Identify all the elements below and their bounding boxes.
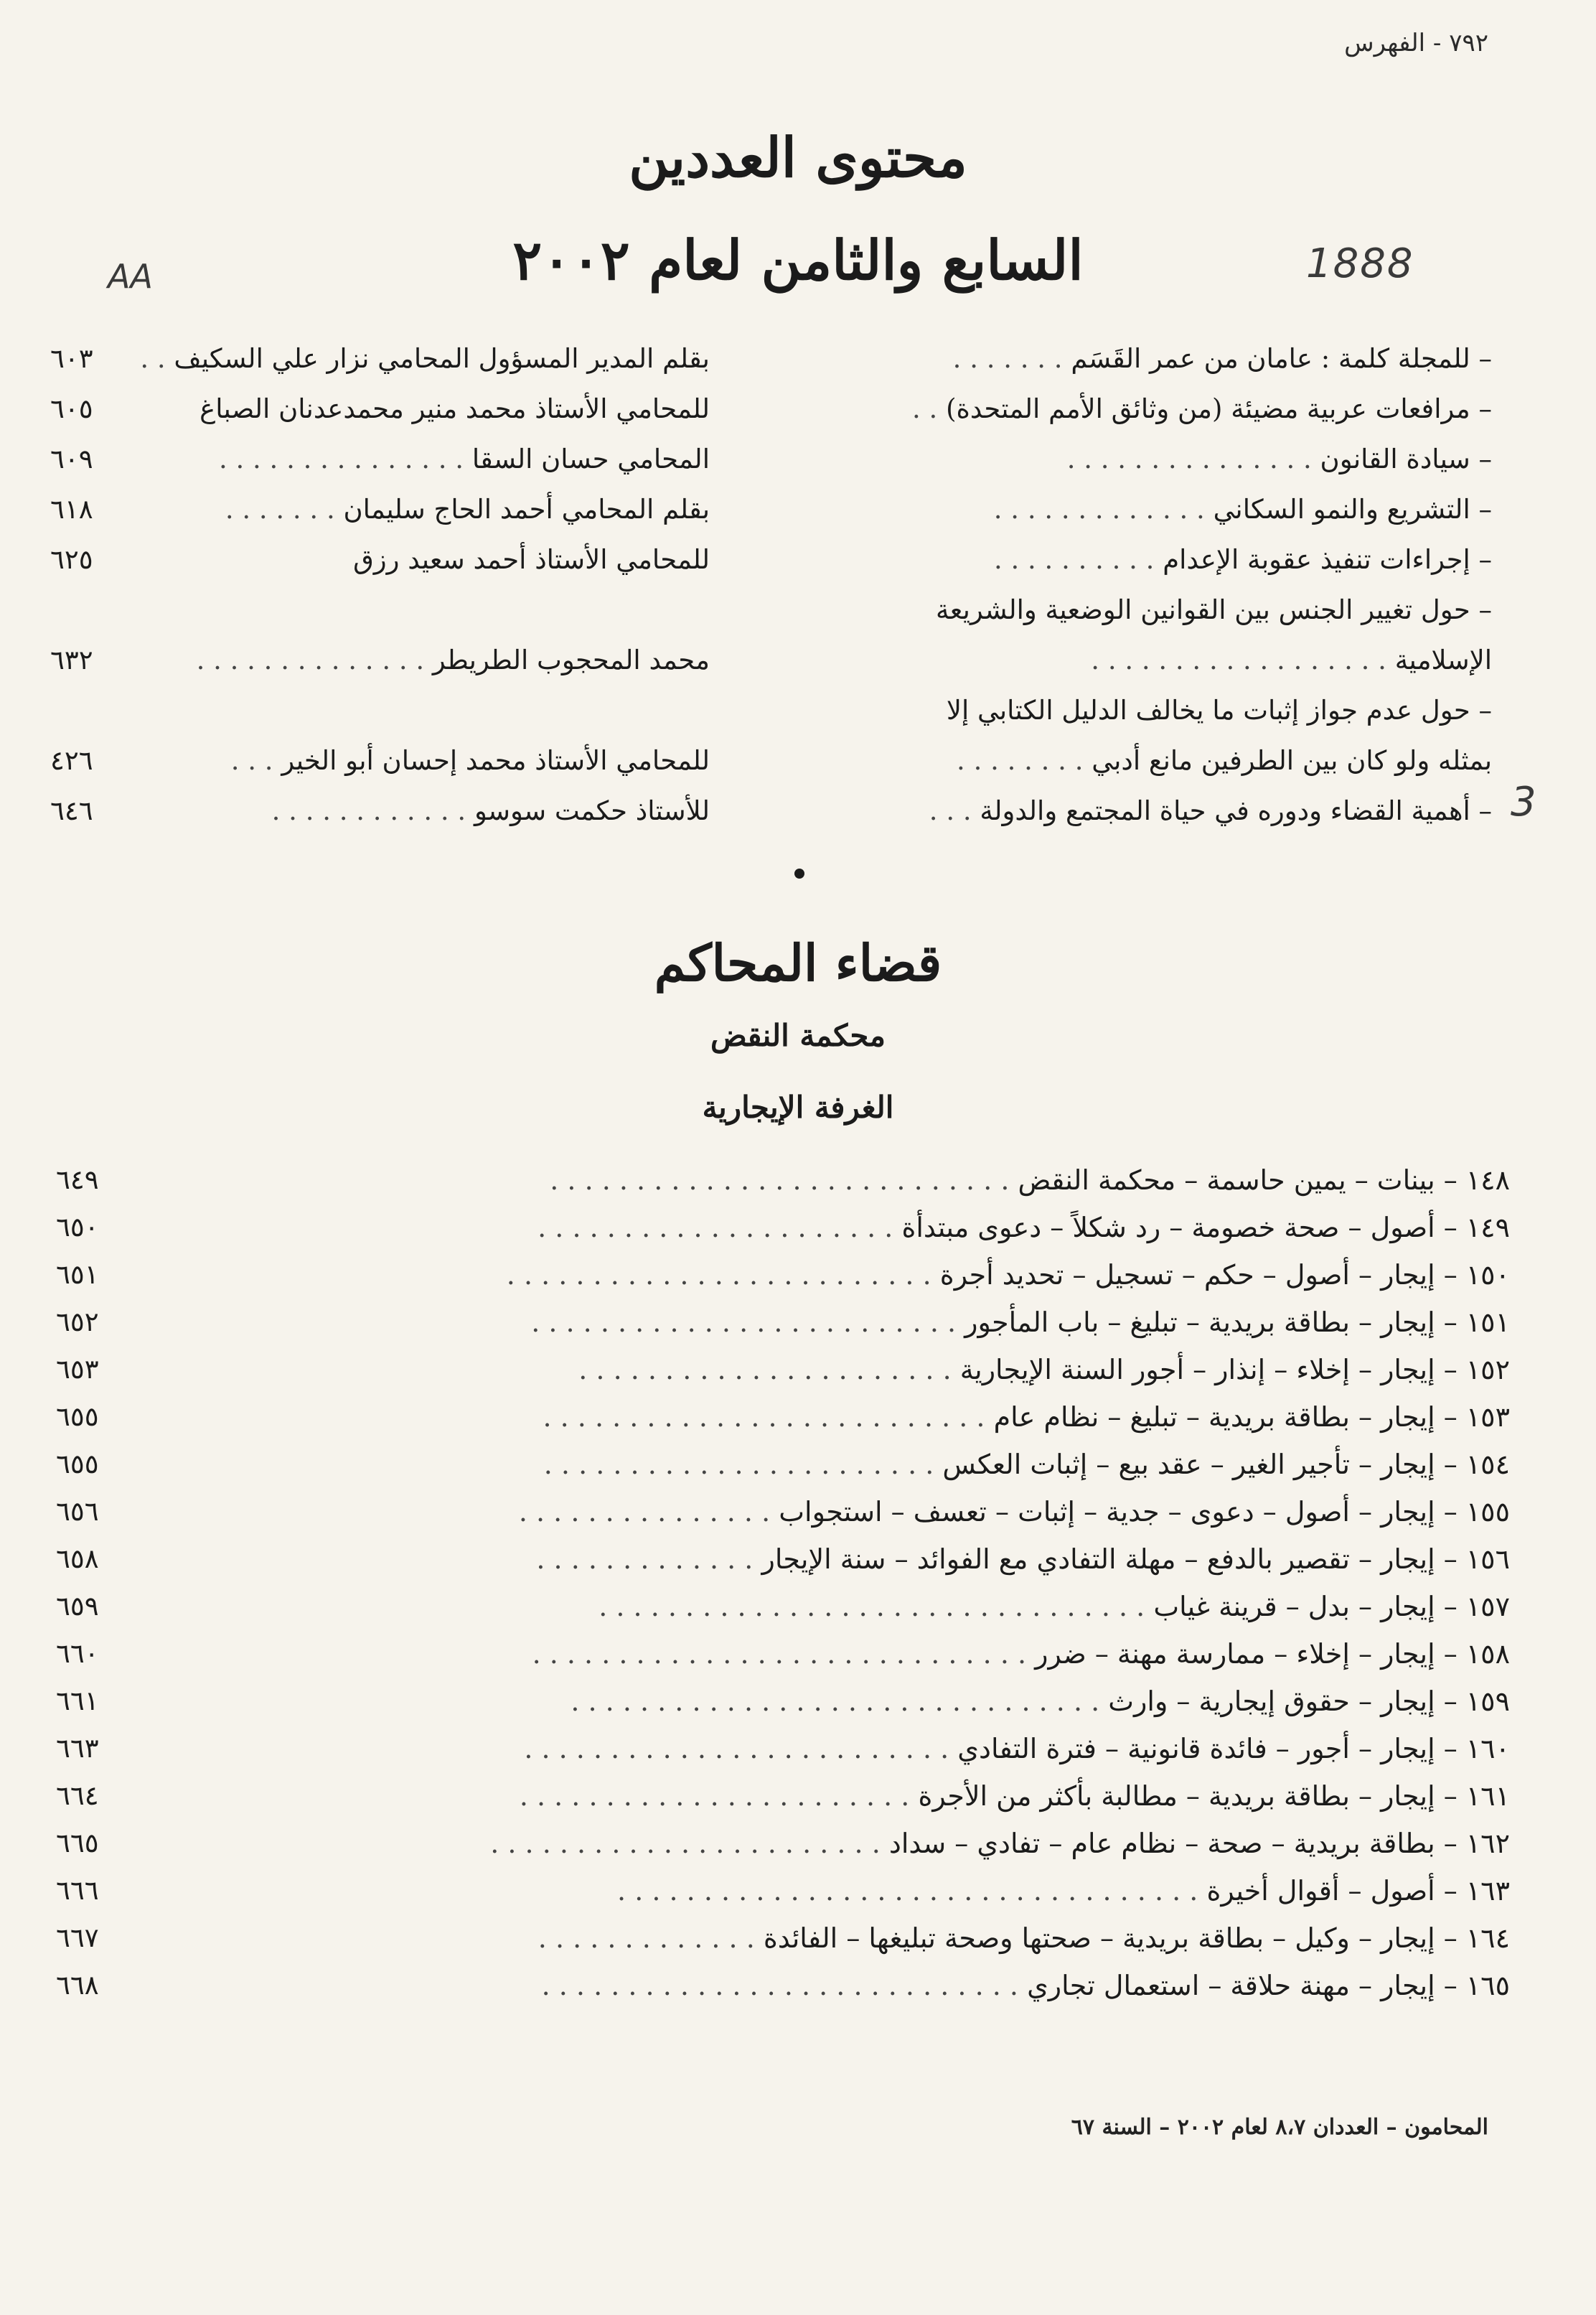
ruling-text: ١٦١– إيجار – بطاقة بريدية – مطالبة بأكثر من الأجرة . . . . . . . . . . . . . . . . . . . . . . . bbox=[519, 1780, 1510, 1812]
ruling-page-number: ٦٤٩ bbox=[56, 1164, 99, 1195]
page-subtitle: السابع والثامن لعام ٢٠٠٢ bbox=[512, 228, 1084, 292]
ruling-entry bbox=[0, 1685, 1596, 1733]
ruling-entry bbox=[0, 1354, 1596, 1401]
ruling-entry bbox=[0, 1164, 1596, 1212]
ruling-entry bbox=[0, 1496, 1596, 1543]
article-page-number: ٦٠٥ bbox=[50, 393, 93, 424]
ruling-page-number: ٦٥٦ bbox=[56, 1496, 99, 1527]
ruling-text: ١٦٢– بطاقة بريدية – صحة – نظام عام – تفادي – سداد . . . . . . . . . . . . . . . . . . . . . . . bbox=[490, 1828, 1510, 1859]
ruling-entry bbox=[0, 1591, 1596, 1638]
article-author: للأستاذ حكمت سوسو . . . . . . . . . . . . bbox=[271, 795, 710, 826]
ruling-entry bbox=[0, 1780, 1596, 1828]
article-title: – التشريع والنمو السكاني . . . . . . . . . . . . . bbox=[993, 494, 1492, 525]
ruling-page-number: ٦٥٣ bbox=[56, 1354, 99, 1385]
ruling-entry bbox=[0, 1543, 1596, 1591]
article-author: بقلم المحامي أحمد الحاج سليمان . . . . . . . bbox=[225, 494, 710, 525]
ruling-page-number: ٦٦١ bbox=[56, 1685, 99, 1716]
article-entry bbox=[0, 594, 1596, 695]
article-page-number: ٦٠٣ bbox=[50, 343, 93, 374]
article-page-number: ٤٢٦ bbox=[50, 745, 93, 776]
ruling-entry bbox=[0, 1828, 1596, 1875]
article-title: – أهمية القضاء ودوره في حياة المجتمع والدولة . . . bbox=[929, 795, 1492, 826]
article-title: – إجراءات تنفيذ عقوبة الإعدام . . . . . . . . . . bbox=[993, 544, 1492, 575]
article-entry bbox=[0, 393, 1596, 444]
ruling-text: ١٦٥– إيجار – مهنة حلاقة – استعمال تجاري . . . . . . . . . . . . . . . . . . . . . . . . . . . . bbox=[541, 1970, 1510, 2001]
ruling-page-number: ٦٥٠ bbox=[56, 1212, 99, 1243]
ruling-page-number: ٦٥٩ bbox=[56, 1591, 99, 1622]
article-author: للمحامي الأستاذ محمد إحسان أبو الخير . . . bbox=[230, 745, 710, 776]
article-page-number: ٦٤٦ bbox=[50, 795, 93, 826]
page-title: محتوى العددين bbox=[629, 126, 967, 190]
ruling-page-number: ٦٦٤ bbox=[56, 1780, 99, 1811]
separator-bullet bbox=[794, 869, 804, 879]
page-footer: المحامون – العددان ٨،٧ لعام ٢٠٠٢ – السنة ٦٧ bbox=[1071, 2115, 1488, 2140]
ruling-text: ١٥٨– إيجار – إخلاء – ممارسة مهنة – ضرر . . . . . . . . . . . . . . . . . . . . . . . . . . . . . bbox=[532, 1638, 1510, 1670]
article-title: – حول تغيير الجنس بين القوانين الوضعية والشريعة bbox=[935, 594, 1492, 625]
ruling-entry bbox=[0, 1638, 1596, 1685]
article-title-continuation: بمثله ولو كان بين الطرفين مانع أدبي . . . . . . . . bbox=[957, 745, 1492, 776]
ruling-page-number: ٦٦٦ bbox=[56, 1875, 99, 1906]
ruling-text: ١٥٤– إيجار – تأجير الغير – عقد بيع – إثبات العكس . . . . . . . . . . . . . . . . . . . . . . . bbox=[543, 1449, 1510, 1480]
handwritten-note-left: AA bbox=[108, 257, 153, 296]
ruling-entry bbox=[0, 1733, 1596, 1780]
ruling-page-number: ٦٦٣ bbox=[56, 1733, 99, 1764]
ruling-text: ١٦٠– إيجار – أجور – فائدة قانونية – فترة التفادي . . . . . . . . . . . . . . . . . . . . . . . . . bbox=[524, 1733, 1510, 1764]
article-title: – للمجلة كلمة : عامان من عمر القَسَم . . . . . . . bbox=[952, 343, 1492, 374]
ruling-entry bbox=[0, 1212, 1596, 1259]
ruling-page-number: ٦٥٢ bbox=[56, 1306, 99, 1337]
article-page-number: ٦٢٥ bbox=[50, 544, 93, 575]
ruling-page-number: ٦٦٥ bbox=[56, 1828, 99, 1858]
ruling-text: ١٥٧– إيجار – بدل – قرينة غياب . . . . . . . . . . . . . . . . . . . . . . . . . . . . . . . . bbox=[598, 1591, 1510, 1622]
article-title: – سيادة القانون . . . . . . . . . . . . . . . bbox=[1066, 444, 1492, 474]
ruling-text: ١٥١– إيجار – بطاقة بريدية – تبليغ – باب المأجور . . . . . . . . . . . . . . . . . . . . . . . . . bbox=[531, 1306, 1510, 1338]
ruling-entry bbox=[0, 1306, 1596, 1354]
article-author: للمحامي الأستاذ محمد منير محمدعدنان الصباغ bbox=[200, 393, 710, 424]
ruling-text: ١٤٩– أصول – صحة خصومة – رد شكلاً – دعوى مبتدأة . . . . . . . . . . . . . . . . . . . . . bbox=[538, 1212, 1510, 1243]
ruling-entry bbox=[0, 1259, 1596, 1306]
ruling-text: ١٥٠– إيجار – أصول – حكم – تسجيل – تحديد أجرة . . . . . . . . . . . . . . . . . . . . . . . . . bbox=[506, 1259, 1510, 1291]
article-entry bbox=[0, 343, 1596, 393]
article-entry bbox=[0, 444, 1596, 494]
chamber-title: الغرفة الإيجارية bbox=[702, 1090, 894, 1125]
article-author: بقلم المدير المسؤول المحامي نزار علي السكيف . . bbox=[140, 343, 710, 374]
ruling-text: ١٦٤– إيجار – وكيل – بطاقة بريدية – صحتها وصحة تبليغها – الفائدة . . . . . . . . . . . . . bbox=[538, 1922, 1510, 1954]
handwritten-margin-mark: 3 bbox=[1511, 779, 1536, 826]
article-page-number: ٦٠٩ bbox=[50, 444, 93, 474]
ruling-page-number: ٦٥٥ bbox=[56, 1449, 99, 1479]
article-author: محمد المحجوب الطريطر . . . . . . . . . . . . . . bbox=[196, 645, 710, 675]
ruling-entry bbox=[0, 1401, 1596, 1449]
running-header: ٧٩٢ - الفهرس bbox=[1344, 29, 1488, 57]
ruling-page-number: ٦٦٧ bbox=[56, 1922, 99, 1953]
ruling-text: ١٥٢– إيجار – إخلاء – إنذار – أجور السنة الإيجارية . . . . . . . . . . . . . . . . . . . . . . bbox=[578, 1354, 1510, 1385]
ruling-page-number: ٦٥١ bbox=[56, 1259, 99, 1290]
article-author: المحامي حسان السقا . . . . . . . . . . . . . . . bbox=[218, 444, 710, 474]
article-page-number: ٦٣٢ bbox=[50, 645, 93, 675]
ruling-text: ١٥٩– إيجار – حقوق إيجارية – وارث . . . . . . . . . . . . . . . . . . . . . . . . . . . . . . . bbox=[571, 1685, 1510, 1717]
ruling-text: ١٥٥– إيجار – أصول – دعوى – جدية – إثبات – تعسف – استجواب . . . . . . . . . . . . . . . bbox=[518, 1496, 1510, 1528]
article-title: – مرافعات عربية مضيئة (من وثائق الأمم المتحدة) . . bbox=[912, 393, 1492, 424]
article-entry bbox=[0, 795, 1596, 846]
ruling-entry bbox=[0, 1875, 1596, 1922]
article-page-number: ٦١٨ bbox=[50, 494, 93, 525]
ruling-entry bbox=[0, 1922, 1596, 1970]
article-entry bbox=[0, 544, 1596, 594]
court-title: محكمة النقض bbox=[710, 1018, 886, 1053]
ruling-text: ١٤٨– بينات – يمين حاسمة – محكمة النقض . . . . . . . . . . . . . . . . . . . . . . . . . . . bbox=[550, 1164, 1510, 1196]
article-entry bbox=[0, 695, 1596, 795]
ruling-text: ١٥٣– إيجار – بطاقة بريدية – تبليغ – نظام عام . . . . . . . . . . . . . . . . . . . . . . . . . . bbox=[543, 1401, 1510, 1433]
article-entry bbox=[0, 494, 1596, 544]
ruling-page-number: ٦٦٨ bbox=[56, 1970, 99, 2001]
article-author: للمحامي الأستاذ أحمد سعيد رزق bbox=[353, 544, 710, 575]
ruling-page-number: ٦٥٥ bbox=[56, 1401, 99, 1432]
handwritten-note-right: 1888 bbox=[1306, 240, 1414, 287]
section-title: قضاء المحاكم bbox=[654, 933, 942, 993]
ruling-page-number: ٦٦٠ bbox=[56, 1638, 99, 1669]
ruling-text: ١٦٣– أصول – أقوال أخيرة . . . . . . . . . . . . . . . . . . . . . . . . . . . . . . . . . . bbox=[617, 1875, 1510, 1907]
ruling-page-number: ٦٥٨ bbox=[56, 1543, 99, 1574]
ruling-entry bbox=[0, 1449, 1596, 1496]
article-title-continuation: الإسلامية . . . . . . . . . . . . . . . . . . bbox=[1091, 645, 1492, 675]
ruling-entry bbox=[0, 1970, 1596, 2017]
article-title: – حول عدم جواز إثبات ما يخالف الدليل الكتابي إلا bbox=[946, 695, 1492, 726]
ruling-text: ١٥٦– إيجار – تقصير بالدفع – مهلة التفادي مع الفوائد – سنة الإيجار . . . . . . . . . . . . . bbox=[536, 1543, 1510, 1575]
